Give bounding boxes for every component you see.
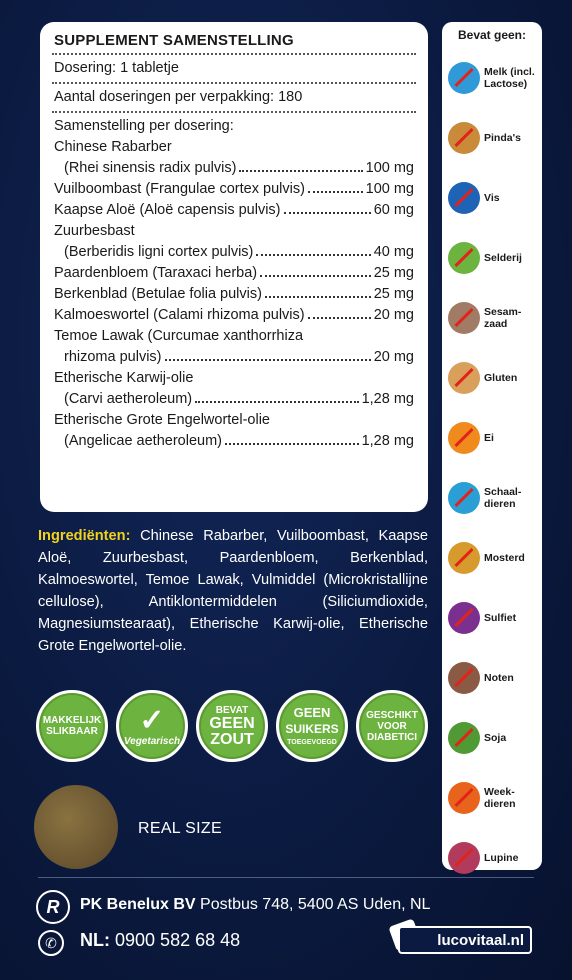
no-salt-badge <box>196 690 268 762</box>
tablet-image <box>34 785 118 869</box>
pk-logo-icon: R <box>36 890 70 924</box>
brand-text: lucovitaal.nl <box>437 931 524 949</box>
allergen-label: Sesam-zaad <box>484 306 522 330</box>
milk-icon <box>448 62 480 94</box>
dot-leader <box>256 254 370 256</box>
nut-icon <box>448 662 480 694</box>
ingredient-name: Chinese Rabarber <box>54 139 172 155</box>
allergen-label: Selderij <box>484 252 522 264</box>
ingredient-amount: 20 mg <box>373 349 414 365</box>
badge-text: VOOR <box>377 720 407 732</box>
dot-leader <box>239 170 362 172</box>
dosage-line: Dosering: 1 tabletje <box>54 60 179 76</box>
dot-leader <box>225 443 359 445</box>
shellfish-icon <box>448 482 480 514</box>
ingredient-row <box>54 347 414 368</box>
badge-text: SUIKERS <box>285 721 339 736</box>
allergen-label: Lupine <box>484 852 519 864</box>
ingredient-latin-name: (Rhei sinensis radix pulvis) <box>64 160 237 176</box>
dot-leader <box>260 275 371 277</box>
ingredient-row <box>54 284 414 305</box>
allergen-label: Mosterd <box>484 552 525 564</box>
easy-to-swallow-badge <box>36 690 108 762</box>
ingredient-amount: 1,28 mg <box>361 433 414 449</box>
celery-icon <box>448 242 480 274</box>
footer-divider <box>38 877 534 878</box>
soy-icon <box>448 722 480 754</box>
allergen-item <box>448 234 540 282</box>
ingredient-name: Kalmoeswortel (Calami rhizoma pulvis) <box>54 307 305 323</box>
composition-list <box>54 137 414 452</box>
ingredient-row <box>54 242 414 263</box>
badge-text: DIABETICI <box>367 731 417 743</box>
dot-leader <box>308 317 371 319</box>
allergen-item <box>448 534 540 582</box>
supplement-title: SUPPLEMENT SAMENSTELLING <box>54 32 294 49</box>
composition-heading: Samenstelling per dosering: <box>54 118 234 134</box>
allergen-item <box>448 414 540 462</box>
allergen-item <box>448 594 540 642</box>
real-size-label: REAL SIZE <box>138 820 222 837</box>
badge-text: BEVAT <box>215 704 249 716</box>
allergen-label: Sulfiet <box>484 612 517 624</box>
badge-text: MAKKELIJK <box>42 715 102 726</box>
divider <box>52 53 416 55</box>
phone-line <box>80 930 240 951</box>
allergen-label: Vis <box>484 192 500 204</box>
allergen-label: Pinda's <box>484 132 521 144</box>
phone-icon: ✆ <box>38 930 64 956</box>
ingredient-latin-name: (Angelicae aetheroleum) <box>64 433 222 449</box>
vegetarian-badge <box>116 690 188 762</box>
ingredient-name: Zuurbesbast <box>54 223 135 239</box>
ingredient-name: Kaapse Aloë (Aloë capensis pulvis) <box>54 202 281 218</box>
ingredient-name: Paardenbloem (Taraxaci herba) <box>54 265 258 281</box>
ingredient-name: Berkenblad (Betulae folia pulvis) <box>54 286 262 302</box>
egg-icon <box>448 422 480 454</box>
allergen-item <box>448 294 540 342</box>
ingredient-amount: 25 mg <box>373 286 414 302</box>
ingredients-text: Chinese Rabarber, Vuilboombast, Kaapse Aloë, Zuurbesbast, Paardenbloem, Berkenblad, Kalmoeswortel, Temoe Lawak, Vulmiddel (Microkristallijne cellulose), Antiklontermiddelen (Siliciumdioxide, Magnesiumstearaat), Etherische Karwij-olie, Etherische Grote Engelwortel-olie. <box>38 528 428 654</box>
allergen-label: Ei <box>484 432 494 444</box>
company-address <box>80 896 430 914</box>
allergen-item <box>448 774 540 822</box>
badge-text: SLIKBAAR <box>46 726 98 737</box>
allergen-label: Melk (incl. Lactose) <box>484 66 535 90</box>
ingredient-row <box>54 263 414 284</box>
fish-icon <box>448 182 480 214</box>
allergen-item <box>448 834 540 882</box>
allergen-item <box>448 54 540 102</box>
badge-text: TOEGEVOEGD <box>287 738 337 746</box>
ingredient-amount: 100 mg <box>365 160 414 176</box>
wheat-icon <box>448 362 480 394</box>
divider <box>52 111 416 113</box>
badge-text: ZOUT <box>210 730 254 748</box>
ingredient-latin-name: (Berberidis ligni cortex pulvis) <box>64 244 254 260</box>
sulfite-icon <box>448 602 480 634</box>
mollusc-icon <box>448 782 480 814</box>
ingredient-row <box>54 179 414 200</box>
address-text: Postbus 748, 5400 AS Uden, NL <box>200 896 431 913</box>
lupin-icon <box>448 842 480 874</box>
dot-leader <box>195 401 358 403</box>
suitable-for-diabetics-badge <box>356 690 428 762</box>
dot-leader <box>284 212 371 214</box>
claim-badges <box>36 690 431 765</box>
allergen-label: Noten <box>484 672 514 684</box>
ingredient-amount: 25 mg <box>373 265 414 281</box>
dot-leader <box>165 359 371 361</box>
phone-number: 0900 582 68 48 <box>115 930 241 950</box>
dot-leader <box>308 191 363 193</box>
ingredient-amount: 1,28 mg <box>361 391 414 407</box>
allergen-label: Gluten <box>484 372 518 384</box>
allergen-item <box>448 474 540 522</box>
badge-text: GESCHIKT <box>366 709 418 721</box>
ingredient-row <box>54 200 414 221</box>
ingredient-latin-name: rhizoma pulvis) <box>64 349 162 365</box>
ingredient-name: Vuilboombast (Frangulae cortex pulvis) <box>54 181 305 197</box>
badge-text: Vegetarisch <box>123 735 181 747</box>
phone-label: NL: <box>80 930 110 950</box>
mustard-icon <box>448 542 480 574</box>
divider <box>52 82 416 84</box>
peanut-icon <box>448 122 480 154</box>
ingredient-name: Etherische Karwij-olie <box>54 370 194 386</box>
ingredient-row <box>54 305 414 326</box>
allergen-item <box>448 114 540 162</box>
ingredient-row <box>54 389 414 410</box>
ingredient-latin-name: (Carvi aetheroleum) <box>64 391 193 407</box>
ingredient-amount: 20 mg <box>373 307 414 323</box>
allergen-panel <box>442 22 542 870</box>
ingredient-amount: 100 mg <box>365 181 414 197</box>
allergen-label: Soja <box>484 732 507 744</box>
allergen-item <box>448 354 540 402</box>
company-name: PK Benelux BV <box>80 896 196 913</box>
ingredient-name: Etherische Grote Engelwortel-olie <box>54 412 270 428</box>
badge-text: GEEN <box>209 714 255 732</box>
allergen-item <box>448 654 540 702</box>
badge-text: GEEN <box>293 704 331 720</box>
supplement-facts-box <box>40 22 428 512</box>
ingredients-paragraph <box>38 525 428 657</box>
ingredient-row <box>54 158 414 179</box>
allergen-label: Schaal-dieren <box>484 486 522 510</box>
ingredient-row <box>54 431 414 452</box>
no-added-sugar-badge <box>276 690 348 762</box>
leaf-check-icon: ✓ <box>139 703 165 737</box>
allergen-item <box>448 714 540 762</box>
ingredient-amount: 40 mg <box>373 244 414 260</box>
dot-leader <box>265 296 371 298</box>
allergen-heading: Bevat geen: <box>457 28 527 42</box>
brand-logo[interactable] <box>398 926 532 954</box>
ingredient-name: Temoe Lawak (Curcumae xanthorrhiza <box>54 328 304 344</box>
servings-line: Aantal doseringen per verpakking: 180 <box>54 89 303 105</box>
allergen-item <box>448 174 540 222</box>
sesame-icon <box>448 302 480 334</box>
ingredients-heading: Ingrediënten: <box>38 528 131 544</box>
ingredient-amount: 60 mg <box>373 202 414 218</box>
allergen-label: Week-dieren <box>484 786 516 810</box>
